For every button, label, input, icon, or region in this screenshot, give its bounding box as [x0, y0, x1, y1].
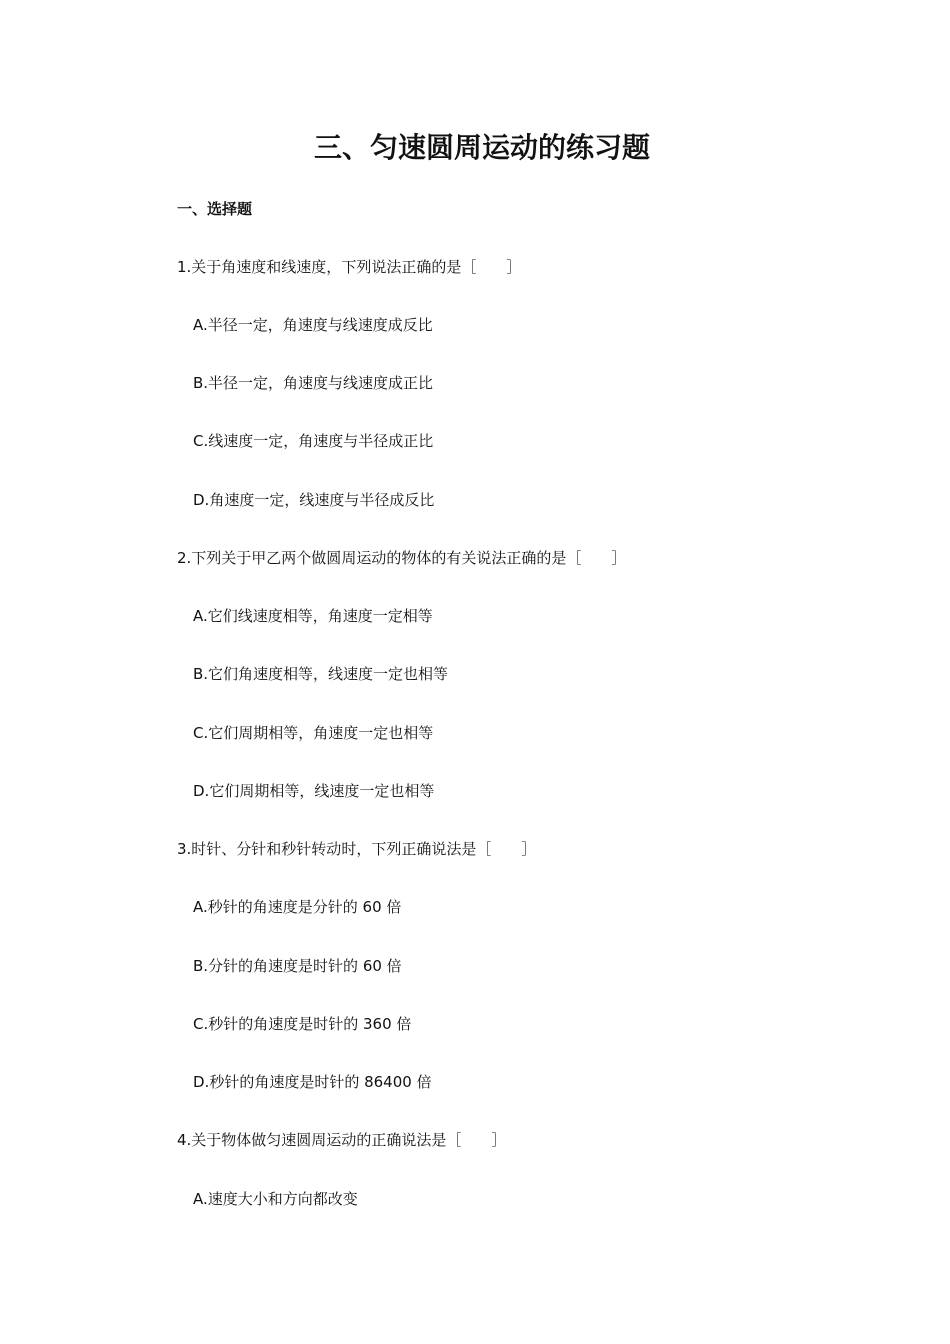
- question-3-option-d: D.秒针的角速度是时针的 86400 倍: [193, 1073, 432, 1091]
- question-2-option-c: C.它们周期相等，角速度一定也相等: [193, 724, 434, 742]
- section-heading: 一、选择题: [177, 200, 253, 218]
- question-1-option-c: C.线速度一定，角速度与半径成正比: [193, 432, 434, 450]
- question-2-option-b: B.它们角速度相等，线速度一定也相等: [193, 665, 449, 683]
- question-1-option-a: A.半径一定，角速度与线速度成反比: [193, 316, 433, 334]
- question-2-stem: 2.下列关于甲乙两个做圆周运动的物体的有关说法正确的是［ ］: [177, 549, 627, 567]
- document-title: 三、匀速圆周运动的练习题: [313, 131, 650, 164]
- question-1-stem: 1.关于角速度和线速度，下列说法正确的是［ ］: [177, 258, 522, 276]
- question-4-stem: 4.关于物体做匀速圆周运动的正确说法是［ ］: [177, 1131, 507, 1149]
- question-1-option-d: D.角速度一定，线速度与半径成反比: [193, 491, 435, 509]
- question-1-option-b: B.半径一定，角速度与线速度成正比: [193, 374, 434, 392]
- question-3-option-a: A.秒针的角速度是分针的 60 倍: [193, 898, 402, 916]
- question-3-option-c: C.秒针的角速度是时针的 360 倍: [193, 1015, 412, 1033]
- question-3-stem: 3.时针、分针和秒针转动时，下列正确说法是［ ］: [177, 840, 537, 858]
- question-4-option-a: A.速度大小和方向都改变: [193, 1190, 358, 1208]
- question-3-option-b: B.分针的角速度是时针的 60 倍: [193, 957, 402, 975]
- question-2-option-d: D.它们周期相等，线速度一定也相等: [193, 782, 435, 800]
- question-2-option-a: A.它们线速度相等，角速度一定相等: [193, 607, 433, 625]
